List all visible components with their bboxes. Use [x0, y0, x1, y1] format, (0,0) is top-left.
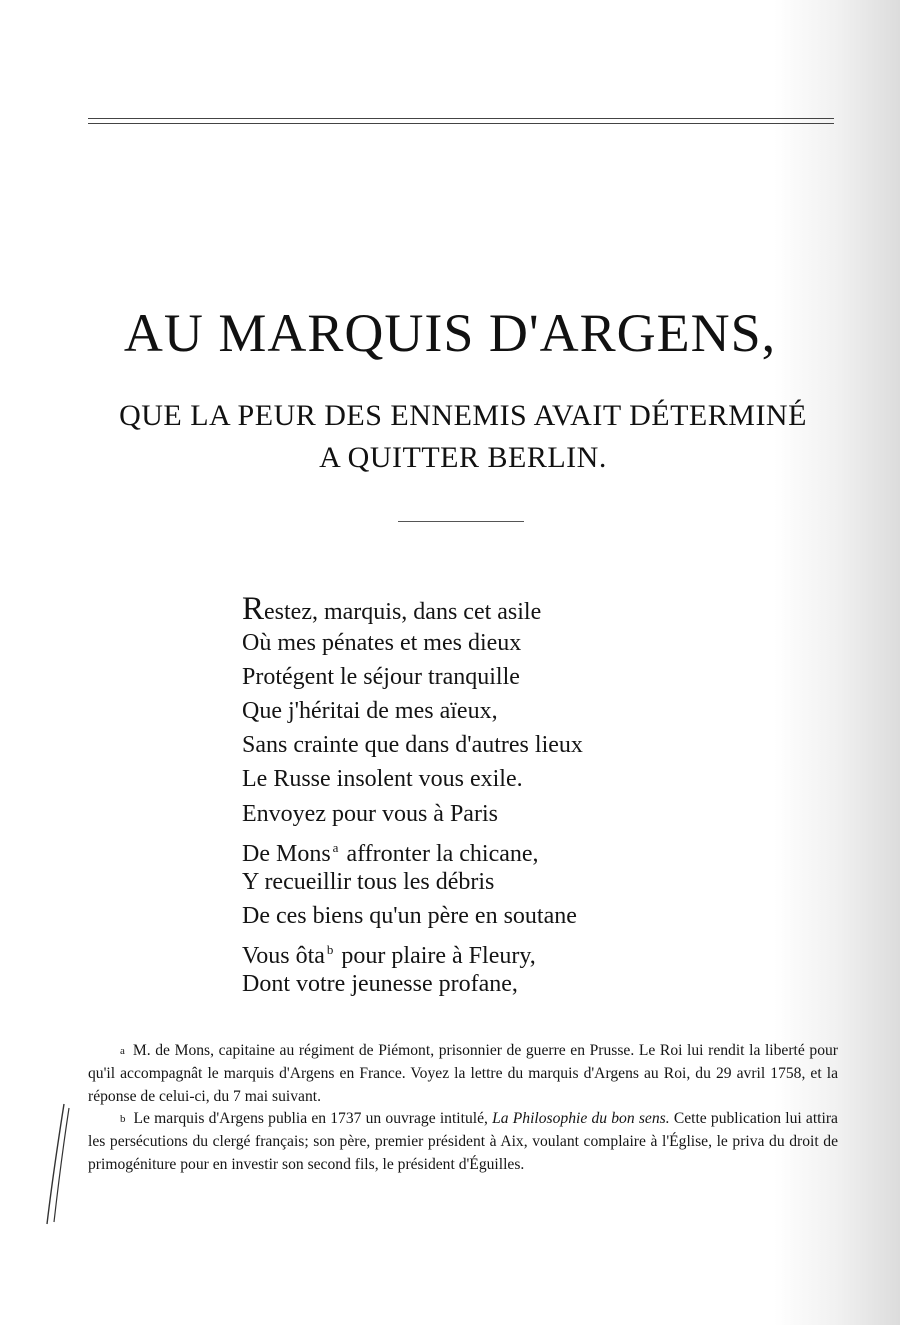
footnote-a: [88, 1040, 838, 1108]
poem-body: [242, 592, 802, 1001]
poem-line: [242, 831, 802, 865]
poem-title: AU MARQUIS D'ARGENS,: [123, 303, 777, 363]
drop-cap: R: [242, 591, 265, 627]
subtitle-line-2: A QUITTER BERLIN.: [319, 441, 607, 474]
poem-line: Dont votre jeunesse profane,: [242, 971, 518, 998]
poem-line-text: Vous ôta: [242, 942, 325, 969]
pen-stroke: [54, 1108, 69, 1222]
footnotes: [88, 1040, 838, 1177]
poem-line-text: De Mons: [242, 840, 331, 867]
title-separator-rule: [398, 521, 524, 522]
poem-line: Où mes pénates et mes dieux: [242, 630, 522, 657]
footnote-text: Le marquis d'Argens publia en 1737 un ouvrage intitulé,: [133, 1110, 488, 1128]
poem-line-text: estez, marquis, dans cet asile: [264, 599, 542, 625]
footnote-b: [88, 1108, 838, 1176]
poem-line: Que j'héritai de mes aïeux,: [242, 698, 498, 725]
poem-line: Le Russe insolent vous exile.: [242, 766, 523, 793]
subtitle-line-1: QUE LA PEUR DES ENNEMIS AVAIT DÉTERMINÉ: [119, 399, 807, 432]
poem-line-text: pour plaire à Fleury,: [341, 942, 536, 969]
poem-line-text: affronter la chicane,: [346, 840, 539, 867]
poem-line: [242, 592, 802, 626]
poem-subtitle: [60, 395, 866, 479]
poem-line: [242, 933, 802, 967]
header-double-rule: [88, 118, 834, 124]
footnote-label: b: [120, 1113, 126, 1126]
poem-line: De ces biens qu'un père en soutane: [242, 902, 577, 929]
footnote-ref-b[interactable]: b: [326, 941, 334, 957]
footnote-label: a: [120, 1045, 125, 1057]
poem-line: Y recueillir tous les débris: [242, 868, 495, 895]
book-title: La Philosophie du bon sens.: [492, 1110, 670, 1128]
poem-line: Protégent le séjour tranquille: [242, 664, 520, 691]
poem-line: Envoyez pour vous à Paris: [242, 800, 498, 827]
footnote-text: M. de Mons, capitaine au régiment de Piémont, prisonnier de guerre en Prusse. Le Roi lui rendit la liberté pour qu'il accompagnât le marquis d'Argens en France. Voyez la lettre du marquis d'Argens au Roi, du 29 avril 1758, et la réponse de celui-ci, du 7 mai suivant.: [88, 1042, 838, 1105]
handwritten-margin-mark: [42, 1102, 72, 1226]
poem-line: Sans crainte que dans d'autres lieux: [242, 732, 583, 759]
footnote-text: Cette publication lui attira les persécutions du clergé français; son père, premier président à Aix, voulant complaire à l'Église, le priva du droit de primogéniture pour en investir son second fils, le président d'Éguilles.: [88, 1110, 838, 1173]
footnote-ref-a[interactable]: a: [332, 839, 339, 855]
